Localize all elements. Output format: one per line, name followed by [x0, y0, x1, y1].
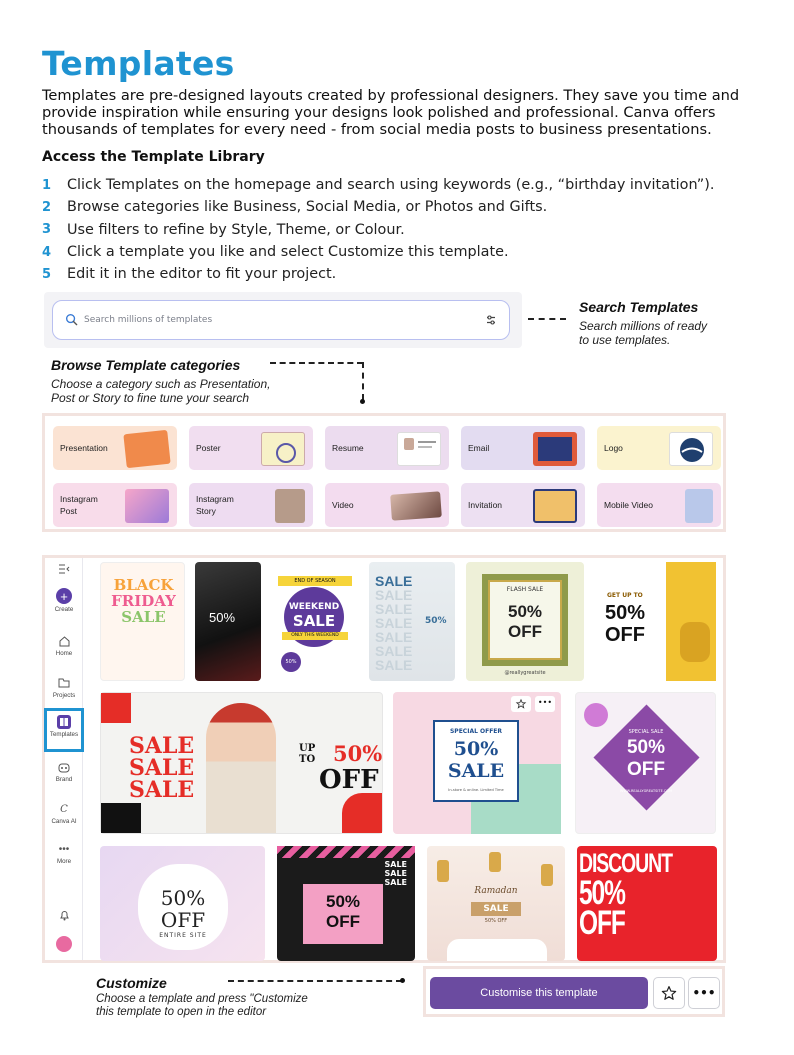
category-thumbnail — [275, 489, 305, 523]
template-special-offer[interactable]: SPECIAL OFFER 50% SALE In-store & online. Limited Time ••• — [393, 692, 561, 834]
template-discount[interactable]: DISCOUNT 50% OFF — [577, 846, 717, 961]
search-placeholder: Search millions of templates — [84, 315, 213, 325]
step-item: 2 Browse categories like Business, Social Media, or Photos and Gifts. — [42, 199, 548, 216]
browse-connector-v — [362, 362, 364, 400]
search-icon — [65, 311, 78, 330]
library-heading: Access the Template Library — [42, 149, 265, 165]
filter-sliders-icon[interactable] — [485, 311, 497, 330]
category-thumbnail — [533, 489, 577, 523]
step-item: 1 Click Templates on the homepage and search using keywords (e.g., “birthday invitation”). — [42, 177, 715, 194]
step-item: 3 Use filters to refine by Style, Theme, or Colour. — [42, 221, 405, 238]
customize-bar — [423, 966, 725, 1017]
template-cloud-50[interactable]: 50% OFF ENTIRE SITE — [100, 846, 265, 961]
category-instagram-story[interactable]: Instagram Story — [189, 483, 313, 527]
template-yellow-50[interactable]: GET UP TO 50% OFF — [597, 562, 716, 681]
category-invitation[interactable]: Invitation — [461, 483, 585, 527]
avatar[interactable] — [45, 936, 83, 952]
category-thumbnail — [397, 432, 441, 466]
template-sale-stack[interactable]: SALE SALE SALE SALE SALE SALE SALE 50% — [369, 562, 455, 681]
more-icon: ••• — [58, 843, 70, 855]
sidebar-item-canva-ai[interactable]: C Canva AI — [51, 803, 77, 825]
more-horizontal-icon[interactable]: ••• — [688, 977, 720, 1009]
canva-ai-icon: C — [60, 803, 68, 815]
browse-annotation-desc: Choose a category such as Presentation, Post or Story to fine tune your search — [51, 377, 271, 405]
sidebar-item-more[interactable]: ••• More — [56, 843, 72, 865]
collapse-sidebar-icon[interactable] — [45, 562, 83, 578]
category-thumbnail — [533, 432, 577, 466]
bell-icon[interactable] — [45, 908, 83, 924]
steps-list — [42, 174, 714, 285]
category-mobile-video[interactable]: Mobile Video — [597, 483, 721, 527]
customize-annotation-desc: Choose a template and press "Customize this template to open in the editor — [96, 993, 308, 1018]
folder-icon — [57, 676, 71, 690]
search-screenshot — [44, 292, 522, 348]
customize-connector — [228, 980, 402, 982]
template-diamond-sale[interactable]: SPECIAL SALE 50% OFF WWW.REALLYGREATSITE.COM — [575, 692, 716, 834]
category-thumbnail — [123, 430, 170, 468]
customize-annotation-title: Customize — [96, 975, 167, 991]
category-thumbnail — [125, 489, 169, 523]
category-thumbnail — [390, 491, 442, 520]
plus-icon: + — [56, 588, 72, 604]
tile-more-icon[interactable]: ••• — [535, 696, 555, 712]
templates-icon — [57, 715, 71, 729]
sidebar-item-brand[interactable]: Brand — [45, 760, 83, 783]
page-title: Templates — [42, 44, 235, 83]
category-thumbnail — [261, 432, 305, 466]
category-panel — [42, 413, 726, 532]
home-icon — [57, 634, 71, 648]
tile-star-icon[interactable] — [511, 696, 531, 712]
search-annotation-desc: Search millions of ready to use templates. — [579, 319, 708, 347]
category-presentation[interactable]: Presentation — [53, 426, 177, 470]
category-thumbnail — [669, 432, 713, 466]
sidebar — [45, 558, 83, 960]
category-logo[interactable]: Logo — [597, 426, 721, 470]
step-item: 5 Edit it in the editor to fit your project. — [42, 266, 337, 283]
template-sale-woman[interactable]: SALE SALE SALE UP TO 50% OFF — [100, 692, 383, 834]
category-instagram-post[interactable]: Instagram Post — [53, 483, 177, 527]
intro-paragraph: Templates are pre-designed layouts created by professional designers. They save you time and provide inspiration while ensuring your designs look polished and professional. Canva offers thousands of templates for every need - from social media posts to business presentations. — [42, 87, 740, 138]
customize-connector-dot — [400, 978, 405, 983]
sidebar-item-templates[interactable]: Templates — [44, 708, 84, 752]
customise-template-button[interactable]: Customise this template — [430, 977, 648, 1009]
search-input[interactable] — [52, 300, 510, 340]
templates-browser-screenshot — [42, 555, 726, 963]
search-connector — [528, 318, 566, 320]
sidebar-item-projects[interactable]: Projects — [45, 676, 83, 699]
template-torn-50[interactable]: SALE SALE SALE 50% OFF — [277, 846, 415, 961]
category-email[interactable]: Email — [461, 426, 585, 470]
star-icon[interactable] — [653, 977, 685, 1009]
browse-connector-h — [270, 362, 363, 364]
template-flash-sale[interactable]: FLASH SALE 50% OFF @reallygreatsite — [466, 562, 584, 681]
sidebar-item-create[interactable]: + Create — [54, 588, 74, 613]
step-item: 4 Click a template you like and select Customize this template. — [42, 244, 509, 261]
category-resume[interactable]: Resume — [325, 426, 449, 470]
sidebar-item-home[interactable]: Home — [45, 634, 83, 657]
brand-icon — [57, 760, 71, 774]
browse-connector-dot — [360, 399, 365, 404]
template-dark-50[interactable]: 50% — [195, 562, 261, 681]
template-ramadan[interactable]: Ramadan SALE 50% OFF — [427, 846, 565, 961]
template-weekend-sale[interactable]: END OF SEASON WEEKEND SALE ONLY THIS WEEKEND 50% OFF — [274, 562, 356, 681]
search-annotation-title: Search Templates — [579, 299, 699, 315]
browse-annotation-title: Browse Template categories — [51, 357, 241, 373]
category-poster[interactable]: Poster — [189, 426, 313, 470]
category-video[interactable]: Video — [325, 483, 449, 527]
category-thumbnail — [685, 489, 713, 523]
template-black-friday[interactable]: BLACK FRIDAY SALE — [100, 562, 185, 681]
